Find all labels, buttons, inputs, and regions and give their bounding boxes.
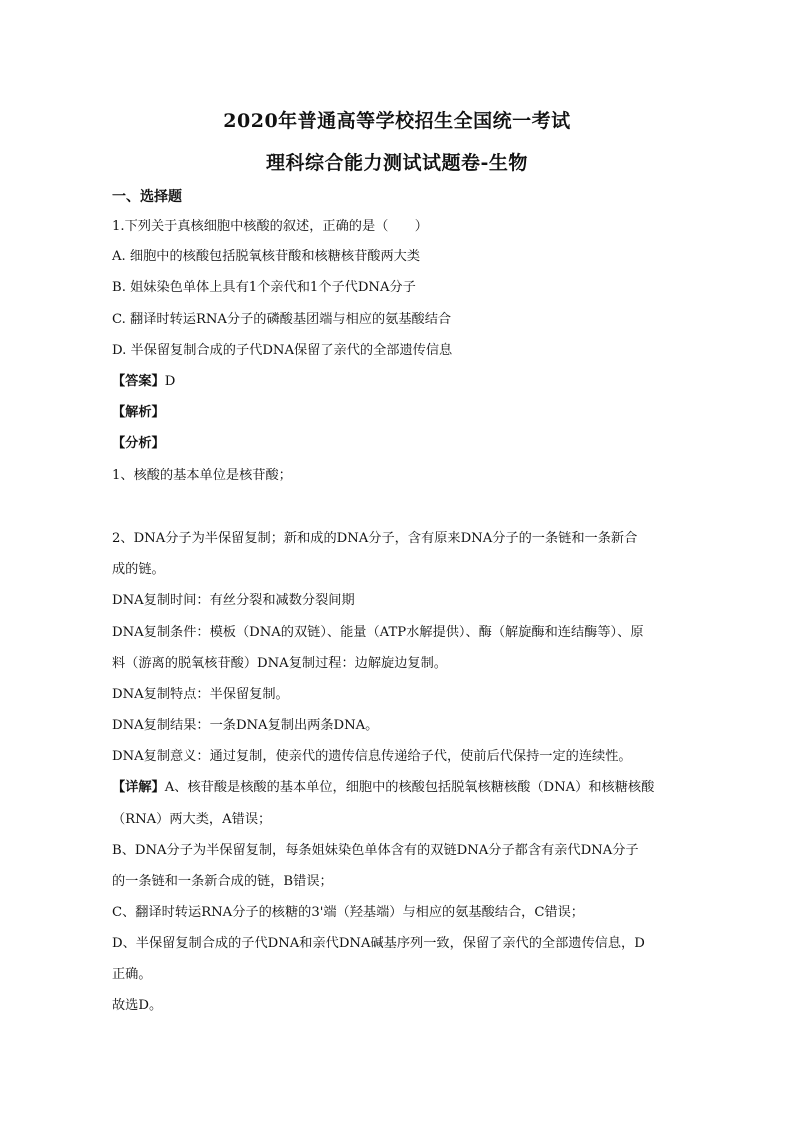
section-heading: 一、选择题 [112,189,182,205]
option-a: A. 细胞中的核酸包括脱氧核苷酸和核糖核苷酸两大类 [112,249,421,264]
option-c: C. 翻译时转运RNA分子的磷酸基团端与相应的氨基酸结合 [112,312,452,327]
option-d: D. 半保留复制合成的子代DNA保留了亲代的全部遗传信息 [112,343,453,358]
detail-line: 故选D。 [112,998,163,1013]
fenxi-line: DNA复制结果：一条DNA复制出两条DNA。 [112,718,379,733]
fenxi-line: 成的链。 [112,562,165,577]
detail-line: D、半保留复制合成的子代DNA和亲代DNA碱基序列一致，保留了亲代的全部遗传信息，D [112,936,645,951]
fenxi-line: DNA复制条件：模板（DNA的双链）、能量（ATP水解提供）、酶（解旋酶和连结酶等）、原 [112,625,644,640]
detail-line: C、翻译时转运RNA分子的核糖的3'端（羟基端）与相应的氨基酸结合，C错误； [112,905,584,920]
detail-line: 正确。 [112,967,152,982]
fenxi-line: 1、核酸的基本单位是核苷酸； [112,468,292,483]
option-b: B. 姐妹染色单体上具有1个亲代和1个子代DNA分子 [112,280,416,295]
detail-text: A、核苷酸是核酸的基本单位，细胞中的核酸包括脱氧核糖核酸（DNA）和核糖核酸 [164,780,655,795]
fenxi-line: DNA复制意义：通过复制，使亲代的遗传信息传递给子代，使前后代保持一定的连续性。 [112,749,632,764]
fenxi-line: 料（游离的脱氧核苷酸）DNA复制过程：边解旋边复制。 [112,656,447,671]
question-stem: 1.下列关于真核细胞中核酸的叙述，正确的是（ ） [112,219,428,234]
document-title-line1: 2020年普通高等学校招生全国统一考试 [223,110,571,132]
document-title-line2: 理科综合能力测试试题卷-生物 [266,152,528,174]
detail-line-first [112,779,692,797]
answer-value: D [164,374,176,389]
fenxi-line: DNA复制时间：有丝分裂和减数分裂间期 [112,593,355,608]
answer-tag: 【答案】 [112,374,165,389]
detail-tag: 【详解】 [112,780,165,795]
fenxi-line: DNA复制特点：半保留复制。 [112,687,289,702]
detail-line: 的一条链和一条新合成的链，B错误； [112,874,333,889]
answer-line [112,373,692,391]
fenxi-line: 2、DNA分子为半保留复制；新和成的DNA分子，含有原来DNA分子的一条链和一条新合 [112,531,638,546]
detail-line: B、DNA分子为半保留复制，每条姐妹染色单体含有的双链DNA分子都含有亲代DNA分子 [112,843,639,858]
analysis-tag: 【解析】 [112,405,165,420]
detail-line: （RNA）两大类，A错误； [112,812,272,827]
fenxi-tag: 【分析】 [112,436,165,451]
